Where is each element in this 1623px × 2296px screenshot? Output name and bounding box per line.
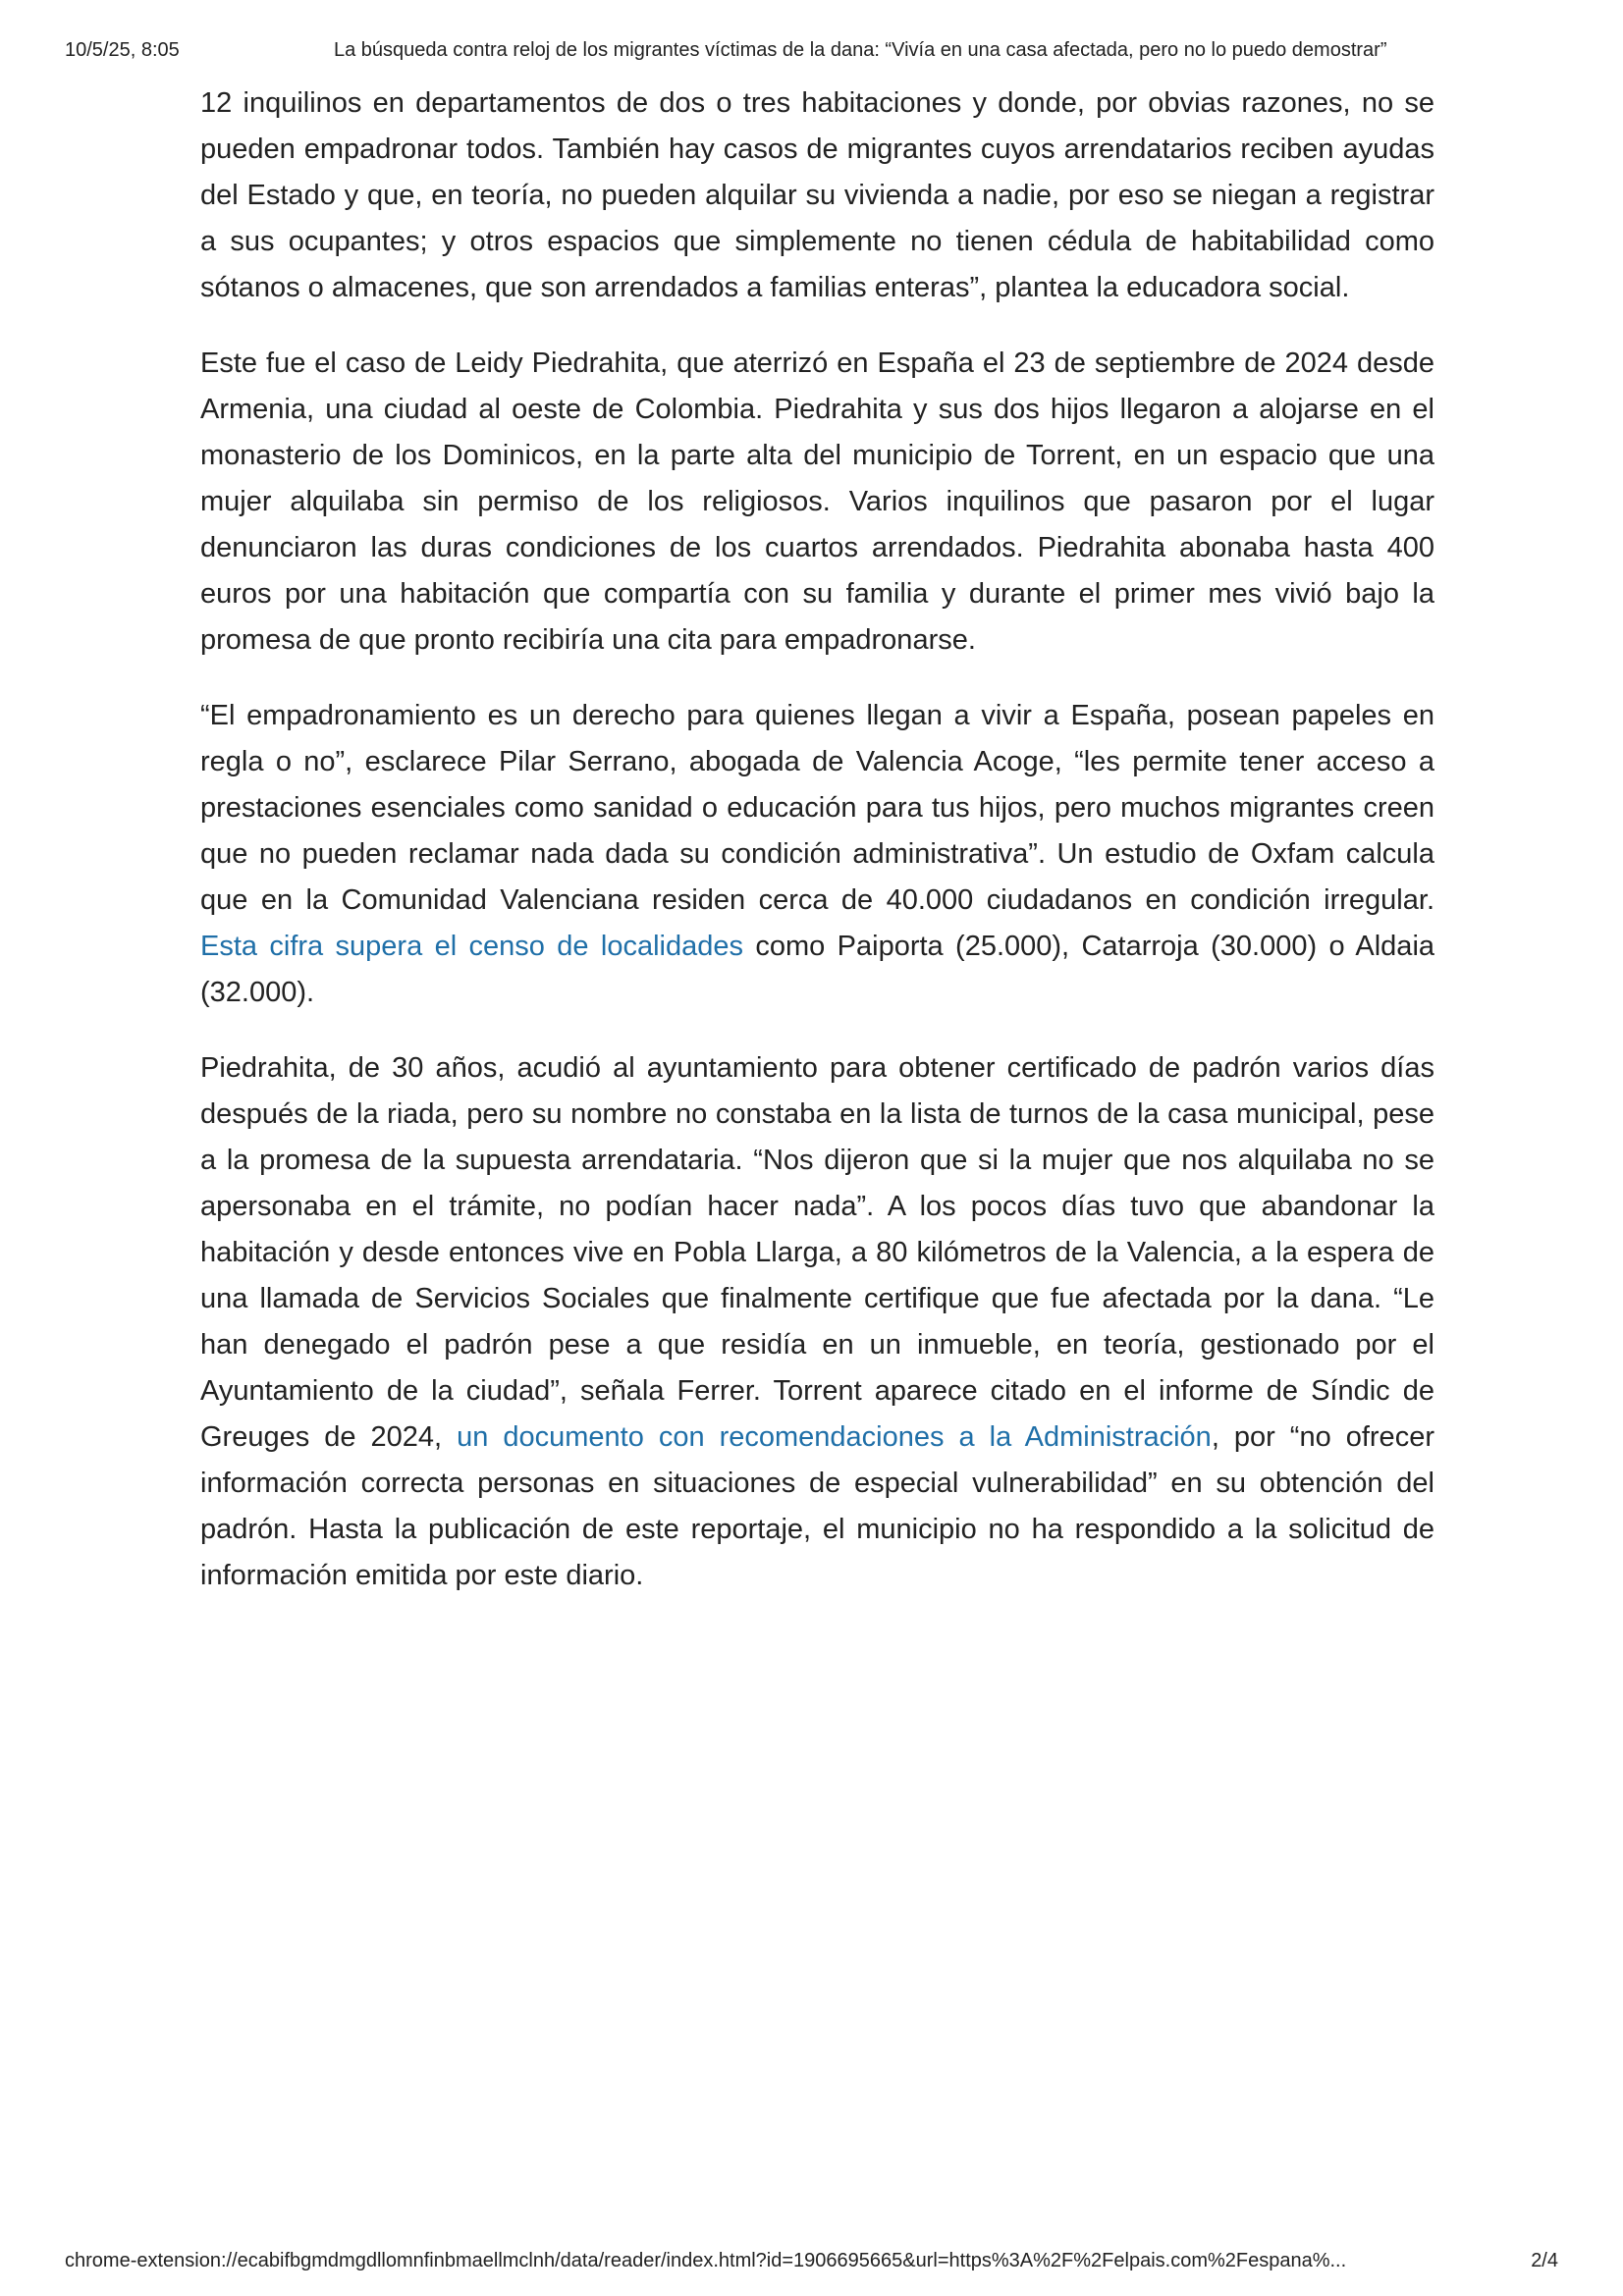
paragraph-text: , por “no ofrecer información correcta personas en situaciones de especial vulnerabilidad” en su obtención del padrón. Hasta la publicación de este reportaje, el municipio no ha respondido a la solicitud de información emitida por este diario. (200, 1421, 1434, 1591)
page-number: 2/4 (1531, 2250, 1558, 2271)
article-paragraph (200, 80, 1434, 311)
censo-localidades-link[interactable]: Esta cifra supera el censo de localidades (200, 931, 744, 962)
article-paragraph (200, 693, 1434, 1016)
article-paragraph (200, 341, 1434, 664)
paragraph-text: como Paiporta (25.000), Catarroja (30.000) o Aldaia (32.000). (200, 931, 1435, 1008)
print-footer (65, 2250, 1558, 2275)
paragraph-text: “El empadronamiento es un derecho para quienes llegan a vivir a España, posean papeles en regla o no”, esclarece Pilar Serrano, abogada de Valencia Acoge, “les permite tener acceso a prestaciones esenciales como sanidad o educación para tus hijos, pero muchos migrantes creen que no pueden reclamar nada dada su condición administrativa”. Un estudio de Oxfam calcula que en la Comunidad Valenciana residen cerca de 40.000 ciudadanos en condición irregular. (200, 700, 1434, 916)
paragraph-text: Piedrahita, de 30 años, acudió al ayuntamiento para obtener certificado de padrón varios días después de la riada, pero su nombre no constaba en la lista de turnos de la casa municipal, pese a la promesa de la supuesta arrendataria. “Nos dijeron que si la mujer que nos alquilaba no se apersonaba en el trámite, no podían hacer nada”. A los pocos días tuvo que abandonar la habitación y desde entonces vive en Pobla Llarga, a 80 kilómetros de la Valencia, a la espera de una llamada de Servicios Sociales que finalmente certifique que fue afectada por la dana. “Le han denegado el padrón pese a que residía en un inmueble, en teoría, gestionado por el Ayuntamiento de la ciudad”, señala Ferrer. Torrent aparece citado en el informe de Síndic de Greuges de 2024, (200, 1052, 1434, 1453)
article-body (200, 80, 1434, 1629)
print-page-title: La búsqueda contra reloj de los migrantes víctimas de la dana: “Vivía en una casa afectada, pero no lo puedo demostrar” (334, 39, 1387, 61)
print-source-url: chrome-extension://ecabifbgmdmgdllomnfinbmaellmclnh/data/reader/index.html?id=1906695665&url=https%3A%2F%2Felpais.com%2Fespana%... (65, 2250, 1347, 2271)
print-datetime: 10/5/25, 8:05 (65, 39, 180, 61)
sindic-documento-link[interactable]: un documento con recomendaciones a la Administración (457, 1421, 1212, 1453)
paragraph-text: Este fue el caso de Leidy Piedrahita, que aterrizó en España el 23 de septiembre de 2024 desde Armenia, una ciudad al oeste de Colombia. Piedrahita y sus dos hijos llegaron a alojarse en el monasterio de los Dominicos, en la parte alta del municipio de Torrent, en un espacio que una mujer alquilaba sin permiso de los religiosos. Varios inquilinos que pasaron por el lugar denunciaron las duras condiciones de los cuartos arrendados. Piedrahita abonaba hasta 400 euros por una habitación que compartía con su familia y durante el primer mes vivió bajo la promesa de que pronto recibiría una cita para empadronarse. (200, 347, 1434, 656)
print-header (65, 39, 1558, 65)
article-paragraph (200, 1045, 1434, 1599)
paragraph-text: 12 inquilinos en departamentos de dos o tres habitaciones y donde, por obvias razones, no se pueden empadronar todos. También hay casos de migrantes cuyos arrendatarios reciben ayudas del Estado y que, en teoría, no pueden alquilar su vivienda a nadie, por eso se niegan a registrar a sus ocupantes; y otros espacios que simplemente no tienen cédula de habitabilidad como sótanos o almacenes, que son arrendados a familias enteras”, plantea la educadora social. (200, 87, 1434, 303)
